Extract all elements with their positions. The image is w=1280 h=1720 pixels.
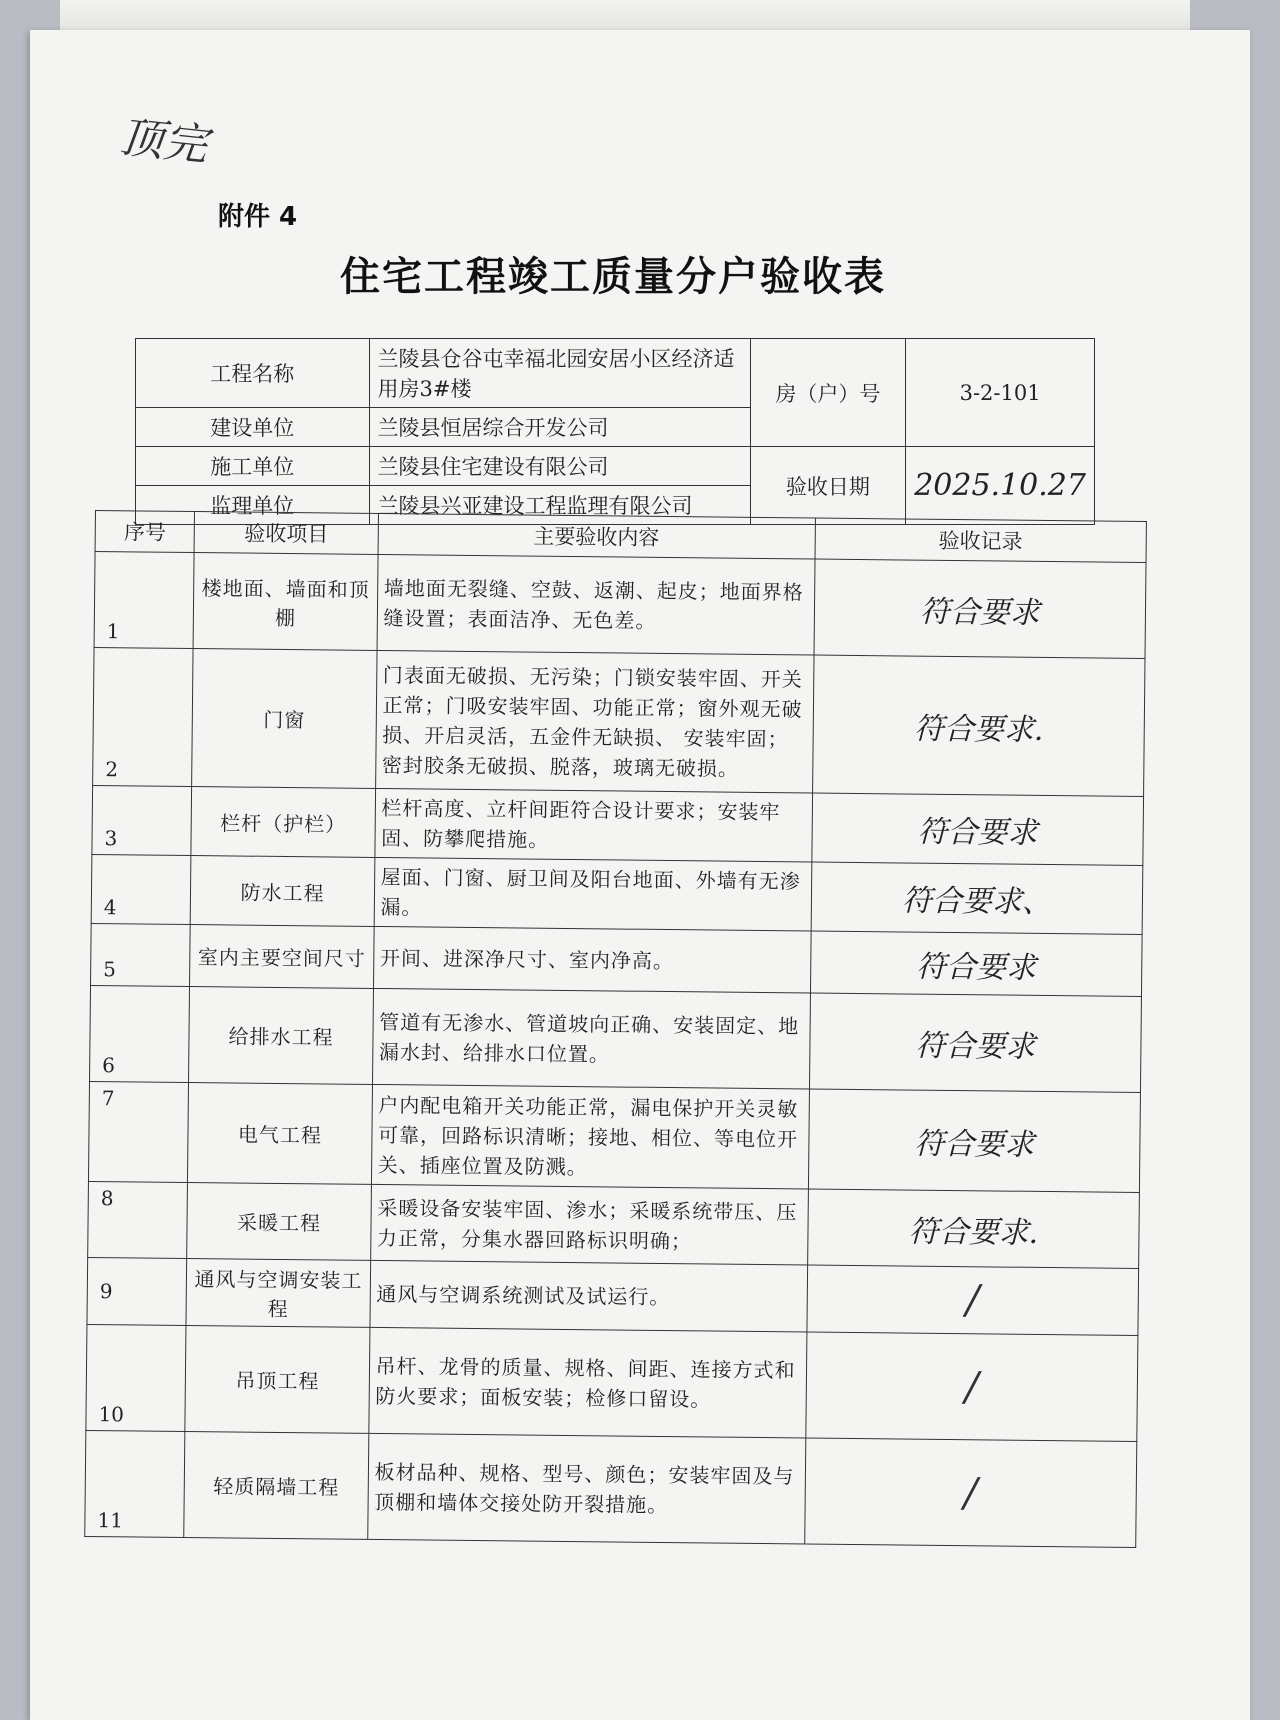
project-name-value: 兰陵县仓谷屯幸福北园安居小区经济适用房3#楼 [369,339,750,408]
row-num: 9 [87,1257,187,1325]
contractor-value: 兰陵县住宅建设有限公司 [369,447,750,486]
table-row [90,985,1142,1092]
row-item: 门窗 [192,649,377,789]
row-num: 11 [85,1430,186,1537]
row-record: 符合要求. [807,1189,1139,1268]
row-content: 屋面、门窗、厨卫间及阳台地面、外墙有无渗漏。 [374,857,812,931]
contractor-label: 施工单位 [136,447,370,486]
row-record: 符合要求 [809,993,1141,1092]
builder-value: 兰陵县恒居综合开发公司 [369,408,750,447]
room-label: 房（户）号 [750,339,906,447]
row-content: 栏杆高度、立杆间距符合设计要求；安装牢固、防攀爬措施。 [374,788,812,862]
row-item: 栏杆（护栏） [191,787,375,858]
row-item: 采暖工程 [187,1183,371,1261]
row-content: 开间、进深净尺寸、室内净高。 [373,926,811,993]
row-record: 符合要求 [810,931,1142,996]
row-record: / [807,1265,1139,1335]
col-item-header: 验收项目 [195,512,379,555]
row-content: 管道有无渗水、管道坡向正确、安装固定、地漏水封、给排水口位置。 [372,988,810,1089]
table-row [85,1430,1137,1547]
table-row [88,1081,1140,1192]
date-label: 验收日期 [750,447,906,525]
row-content: 吊杆、龙骨的质量、规格、间距、连接方式和防火要求；面板安装；检修口留设。 [368,1327,806,1438]
row-num: 7 [88,1081,189,1182]
table-row [91,854,1143,934]
row-record: / [806,1332,1138,1441]
row-num: 3 [92,785,192,855]
row-item: 电气工程 [188,1083,372,1185]
row-num: 5 [91,923,191,986]
row-content: 户内配电箱开关功能正常，漏电保护开关灵敏可靠，回路标识清晰；接地、相位、等电位开关、插座位置及防溅。 [371,1084,809,1189]
row-record: 符合要求 [812,793,1144,865]
table-row [88,1181,1140,1268]
table-row [91,923,1143,996]
row-item: 防水工程 [191,856,375,927]
handwritten-note: 顶完 [117,111,210,172]
row-item: 室内主要空间尺寸 [190,925,374,989]
row-content: 墙地面无裂缝、空鼓、返潮、起皮；地面界格缝设置；表面洁净、无色差。 [377,554,815,655]
row-content: 门表面无破损、无污染；门锁安装牢固、开关正常；门吸安装牢固、功能正常；窗外观无破损、开启灵活，五金件无缺损、 安装牢固；密封胶条无破损、脱落，玻璃无破损。 [375,650,814,793]
row-num: 4 [91,854,191,924]
row-record: 符合要求、 [811,862,1143,934]
builder-label: 建设单位 [136,408,370,447]
table-row [93,647,1145,796]
annex-label: 附件 4 [218,202,298,232]
row-record: / [804,1438,1136,1547]
row-num: 10 [86,1324,187,1431]
row-num: 8 [88,1181,188,1258]
table-row [92,785,1144,865]
supervisor-value: 兰陵县兴亚建设工程监理有限公司 [369,486,750,525]
col-record-header: 验收记录 [815,518,1147,562]
document-title: 住宅工程竣工质量分户验收表 [340,254,886,300]
col-content-header: 主要验收内容 [378,513,816,559]
table-row [94,552,1146,659]
row-item: 吊顶工程 [185,1326,369,1434]
row-content: 采暖设备安装牢固、渗水；采暖系统带压、压力正常，分集水器回路标识明确； [370,1184,808,1265]
table-row [87,1257,1139,1335]
row-record: 符合要求. [812,655,1145,796]
col-num-header: 序号 [95,511,195,553]
row-content: 通风与空调系统测试及试运行。 [370,1260,808,1332]
project-name-label: 工程名称 [136,339,370,408]
table-row [86,1324,1138,1441]
row-num: 1 [94,552,194,649]
row-item: 给排水工程 [189,987,373,1085]
row-num: 6 [90,985,190,1082]
date-value: 2025.10.27 [906,447,1095,525]
row-record: 符合要求 [808,1089,1140,1192]
row-item: 通风与空调安装工程 [186,1259,370,1328]
row-item: 楼地面、墙面和顶棚 [194,553,378,651]
row-content: 板材品种、规格、型号、颜色；安装牢固及与顶棚和墙体交接处防开裂措施。 [367,1433,805,1544]
supervisor-label: 监理单位 [136,486,370,525]
row-num: 2 [93,647,194,786]
row-record: 符合要求 [814,559,1146,658]
inspection-table [84,510,1147,1548]
row-item: 轻质隔墙工程 [184,1431,368,1539]
header-table [135,338,1095,525]
room-value: 3-2-101 [906,339,1095,447]
